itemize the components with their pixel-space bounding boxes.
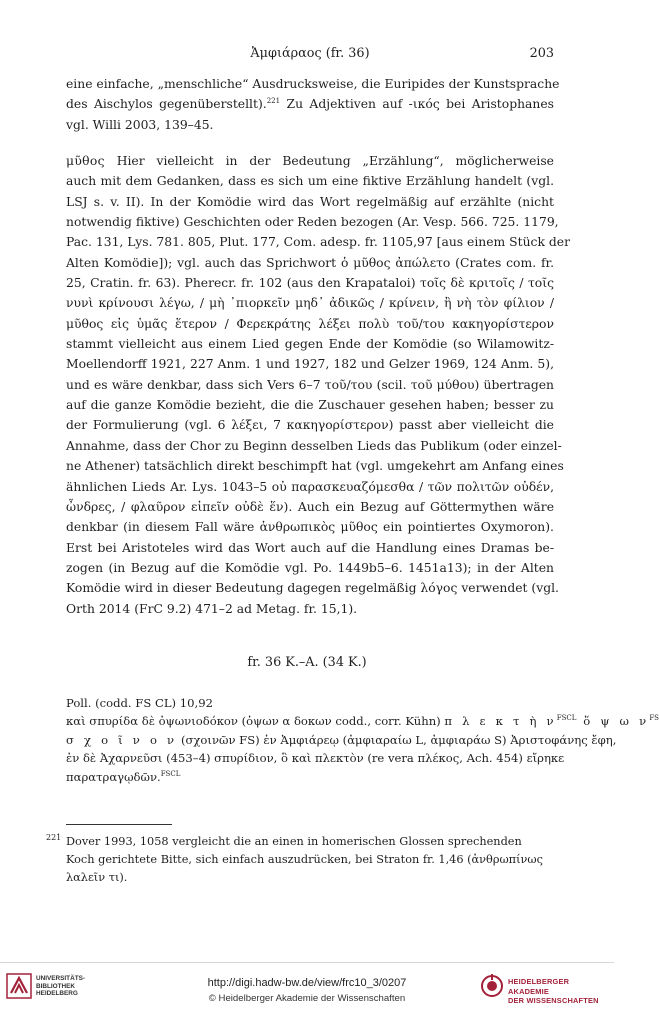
text-line: notwendig fiktive) Geschichten oder Reden bezogen (Ar. Vesp. 566. 725. 1179, <box>66 215 559 230</box>
text-line: Erst bei Aristoteles wird das Wort auch auf die Handlung eines Dramas be- <box>66 540 554 555</box>
text-line: Pac. 131, Lys. 781. 805, Plut. 177, Com. adesp. fr. 1105,97 [aus einem Stück der <box>66 235 570 250</box>
text-line <box>66 94 554 114</box>
text-line: 25, Cratin. fr. 63). Pherecr. fr. 102 (aus den Krapataloi) τοῖς δὲ κριτοῖς / τοῖς <box>66 276 554 291</box>
spaced-word: ὅ ψ ω ν <box>576 714 650 729</box>
text-line: Alten Komödie]); vgl. auch das Sprichwort ὁ μῦθος ἀπώλετο (Crates com. fr. <box>66 255 554 270</box>
text-line: Orth 2014 (FrC 9.2) 471–2 ad Metag. fr. 15,1). <box>66 601 358 616</box>
text-line: auch mit dem Gedanken, dass es sich um eine fiktive Erzählung handelt (vgl. <box>66 174 554 189</box>
paragraph-intro <box>66 74 560 135</box>
text-line: Moellendorff 1921, 227 Anm. 1 und 1927, 182 und Gelzer 1969, 124 Anm. 5), <box>66 357 554 372</box>
academy-icon <box>480 973 504 999</box>
footnote-number: 221 <box>46 833 62 842</box>
footnote-line: λαλεῖν τι). <box>66 871 128 885</box>
text-line-segment: Zu Adjektiven auf -ικός bei Aristophanes <box>280 97 554 112</box>
text-line-segment: des Aischylos gegenüberstellt). <box>66 97 267 112</box>
paragraph-commentary <box>66 151 570 619</box>
footnote-divider <box>66 824 172 825</box>
text-line-segment: Hier vielleicht in der Bedeutung „Erzählung“, möglicherweise <box>104 154 554 168</box>
text-line: Annahme, dass der Chor zu Beginn desselben Lieds das Publikum (oder einzel- <box>66 438 562 453</box>
library-name-line: HEIDELBERG <box>36 990 78 998</box>
text-line: ähnlichen Lieds Ar. Lys. 1043–5 οὐ παρασκευαζόμεσθα / τῶν πολιτῶν οὐδέν, <box>66 479 554 494</box>
source-segment: (σχοινῶν FS) ἐν Ἀμφιάρεῳ (ἀμφιαραίω L, ἀμφιαράω S) Ἀριστοφάνης ἔφη, <box>177 732 617 747</box>
lemma: μῦθος <box>66 154 105 168</box>
text-line <box>66 151 554 171</box>
permalink-url[interactable]: http://digi.hadw-bw.de/view/frc10_3/0207 <box>207 977 407 989</box>
viewer-footer <box>0 962 614 1011</box>
source-segment: καὶ σπυρίδα δὲ ὀψωνιοδόκον (ὀψων α δοκων codd., corr. Kühn) <box>66 714 445 729</box>
text-line: ne Athener) tatsächlich direkt beschimpft hat (vgl. umgekehrt am Anfang eines <box>66 459 564 474</box>
source-line: ἐν δὲ Ἀχαρνεῦσι (453–4) σπυρίδιον, ὃ καὶ πλεκτὸν (re vera πλέκος, Ach. 454) εἴρηκε <box>66 751 565 766</box>
text-line: eine einfache, „menschliche“ Ausdrucksweise, die Euripides der Kunstsprache <box>66 77 560 91</box>
footnote <box>46 833 554 888</box>
footnote-ref[interactable]: 221 <box>266 97 281 106</box>
spaced-word: σ χ ο ῖ ν ο ν <box>66 732 178 747</box>
source-segment: παρατραγῳδῶν. <box>66 769 161 784</box>
footnote-line: Dover 1993, 1058 vergleicht die an einen in homerischen Glossen sprechenden <box>66 835 522 848</box>
text-line: Komödie wird in dieser Bedeutung dagegen regelmäßig λόγος verwendet (vgl. <box>66 581 559 596</box>
text-line: der Formulierung (vgl. 6 λέξει, 7 κακηγορίστερον) passt aber vielleicht die <box>66 418 554 433</box>
academy-name-line: DER WISSENSCHAFTEN <box>508 996 599 1006</box>
copyright-notice: © Heidelberger Akademie der Wissenschaften <box>208 993 406 1004</box>
academy-name <box>508 977 608 1006</box>
text-line: auf die ganze Komödie bezieht, die die Zuschauer gesehen haben; besser zu <box>66 398 554 413</box>
fragment-heading: fr. 36 K.–A. (34 K.) <box>247 655 367 670</box>
source-line <box>66 768 554 786</box>
page-number: 203 <box>529 46 554 61</box>
text-line: stammt vielleicht aus einem Lied gegen Ende der Komödie (so Wilamowitz- <box>66 337 554 352</box>
source-line <box>66 731 617 749</box>
running-head <box>66 46 554 64</box>
source-line: Poll. (codd. FS CL) 10,92 <box>66 696 213 710</box>
academy-logo[interactable] <box>480 973 608 1006</box>
text-line: ὦνδρες, / φλαῦρον εἰπεῖν οὐδὲ ἕν). Auch ein Bezug auf Göttermythen wäre <box>66 499 554 514</box>
spaced-word: π λ ε κ τ ὴ ν <box>444 714 557 729</box>
library-name-line: BIBLIOTHEK <box>36 982 76 990</box>
sigla: FSCL <box>556 714 577 723</box>
text-line: LSJ s. v. II). In der Komödie wird das Wort regelmäßig auf erzählte (nicht <box>66 194 554 209</box>
text-line: vgl. Willi 2003, 139–45. <box>66 117 214 132</box>
academy-name-line: HEIDELBERGER AKADEMIE <box>508 977 570 996</box>
text-line: μῦθος εἰς ὑμᾶς ἕτερον / Φερεκράτης λέξει πολὺ τοῦ/του κακηγορίστερον <box>66 316 554 331</box>
sigla: FS <box>649 714 659 723</box>
text-line: νυνὶ κρίνουσι λέγω, / μὴ ᾿πιορκεῖν μηδ᾿ ἀδικῶς / κρίνειν, ἢ νὴ τὸν φίλιον / <box>66 296 554 311</box>
library-name-line: UNIVERSITÄTS- <box>36 975 85 982</box>
footnote-line: Koch gerichtete Bitte, sich einfach auszudrücken, bei Straton fr. 1,46 (ἀνθρωπίνως <box>66 853 543 867</box>
sigla: FSCL <box>160 769 181 778</box>
text-line: und es wäre denkbar, dass sich Vers 6–7 τοῦ/του (scil. τοῦ μύθου) übertragen <box>66 377 554 392</box>
text-line: denkbar (in diesem Fall wäre ἀνθρωπικὸς μῦθος ein pointiertes Oxymoron). <box>66 520 554 535</box>
running-title: Ἀμφιάραος (fr. 36) <box>250 46 370 61</box>
text-line: zogen (in Bezug auf die Komödie vgl. Po. 1449b5–6. 1451a13); in der Alten <box>66 560 554 575</box>
